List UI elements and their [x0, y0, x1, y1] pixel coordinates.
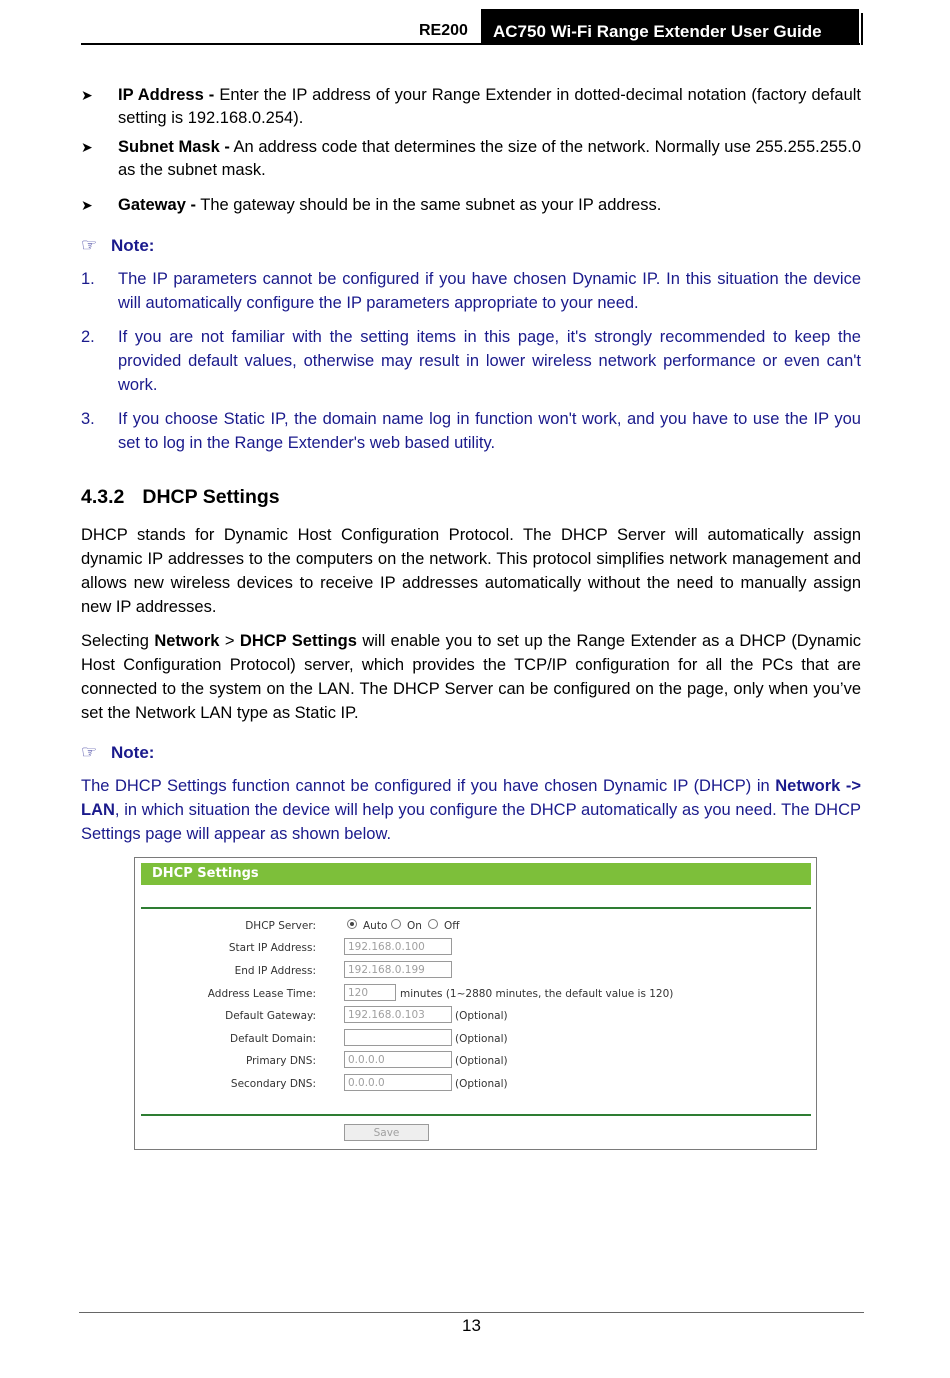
dhcp-selecting-paragraph: Selecting Network > DHCP Settings will enable you to set up the Range Extender as a DHCP (Dynamic Host Configuration Protocol) server, which provides the TCP/IP configuration for all the PCs that are connected to the system on the LAN. The DHCP Server can be configured on the page, only when you’ve set the Network LAN type as Static IP.: [81, 632, 861, 722]
secondary-dns-input[interactable]: 0.0.0.0: [344, 1074, 452, 1091]
radio-off-label: Off: [444, 920, 460, 932]
dhcp-server-row: [135, 916, 818, 936]
note-heading-2: ☞ Note:: [81, 742, 155, 762]
lease-time-hint: minutes (1~2880 minutes, the default value is 120): [400, 988, 674, 1000]
note-item-1: 1. The IP parameters cannot be configured if you have chosen Dynamic IP. In this situation the device will automatically configure the IP parameters appropriate to your need.: [81, 270, 861, 312]
lease-time-input[interactable]: 120: [344, 984, 396, 1001]
footer-rule: [79, 1312, 864, 1313]
bullet-text: Enter the IP address of your Range Extender in dotted-decimal notation (factory default setting is 192.168.0.254).: [118, 86, 861, 127]
gateway-hint: (Optional): [455, 1010, 508, 1022]
end-ip-label: End IP Address:: [234, 965, 316, 977]
note-item-3: 3. If you choose Static IP, the domain name log in function won't work, and you have to use the IP you set to log in the Range Extender's web based utility.: [81, 410, 861, 452]
section-heading: 4.3.2 DHCP Settings: [81, 486, 280, 508]
end-ip-input[interactable]: 192.168.0.199: [344, 961, 452, 978]
primary-dns-row: [135, 1051, 818, 1071]
arrow-bullet-icon: ➤: [81, 87, 93, 103]
bullet-term: Subnet Mask -: [118, 138, 230, 156]
note-heading: ☞ Note:: [81, 235, 155, 255]
start-ip-row: [135, 938, 818, 958]
gateway-input[interactable]: 192.168.0.103: [344, 1006, 452, 1023]
bullet-term: IP Address -: [118, 86, 215, 104]
primary-dns-hint: (Optional): [455, 1055, 508, 1067]
header-rule: [81, 43, 860, 45]
page-number: 13: [462, 1316, 481, 1335]
header-model: RE200: [419, 22, 468, 39]
domain-label: Default Domain:: [230, 1033, 316, 1045]
gateway-row: [135, 1006, 818, 1026]
radio-on[interactable]: [391, 919, 401, 929]
radio-auto[interactable]: [347, 919, 357, 929]
start-ip-input[interactable]: 192.168.0.100: [344, 938, 452, 955]
dhcp-settings-panel: [134, 857, 817, 1150]
pointing-hand-icon: ☞: [81, 742, 98, 762]
save-button[interactable]: Save: [344, 1124, 429, 1141]
secondary-dns-hint: (Optional): [455, 1078, 508, 1090]
start-ip-label: Start IP Address:: [228, 942, 316, 954]
primary-dns-input[interactable]: 0.0.0.0: [344, 1051, 452, 1068]
lease-time-label: Address Lease Time:: [207, 988, 316, 1000]
bullet-text: An address code that determines the size of the network. Normally use 255.255.255.0 as the subnet mask.: [118, 138, 861, 179]
panel-title: DHCP Settings: [141, 863, 811, 885]
primary-dns-label: Primary DNS:: [245, 1055, 316, 1067]
panel-divider-top: [141, 907, 811, 909]
arrow-bullet-icon: ➤: [81, 139, 93, 155]
dhcp-server-label: DHCP Server:: [245, 920, 316, 932]
dhcp-intro-paragraph: DHCP stands for Dynamic Host Configuration Protocol. The DHCP Server will automatically assign dynamic IP addresses to the computers on the network. This protocol simplifies network management and allows new wireless devices to receive IP addresses automatically without the need to manually assign new IP addresses.: [81, 526, 861, 616]
domain-input[interactable]: [344, 1029, 452, 1046]
radio-off[interactable]: [428, 919, 438, 929]
bullet-ip-address: [81, 84, 861, 130]
bullet-subnet-mask: [81, 136, 861, 182]
bullet-term: Gateway -: [118, 196, 196, 214]
pointing-hand-icon: ☞: [81, 235, 98, 255]
end-ip-row: [135, 961, 818, 981]
radio-auto-label: Auto: [363, 920, 388, 932]
domain-row: [135, 1029, 818, 1049]
domain-hint: (Optional): [455, 1033, 508, 1045]
header-title: AC750 Wi-Fi Range Extender User Guide: [481, 9, 859, 45]
secondary-dns-row: [135, 1074, 818, 1094]
arrow-bullet-icon: ➤: [81, 197, 93, 213]
note-item-2: 2. If you are not familiar with the setting items in this page, it's strongly recommended to keep the provided default values, otherwise may result in lower wireless network performance or even can't work.: [81, 328, 861, 394]
note-dhcp-text: The DHCP Settings function cannot be configured if you have chosen Dynamic IP (DHCP) in Network -> LAN, in which situation the device will help you configure the DHCP automatically as you need. The DHCP Settings page will appear as shown below.: [81, 777, 862, 843]
gateway-label: Default Gateway:: [225, 1010, 316, 1022]
bullet-gateway: [81, 194, 861, 217]
secondary-dns-label: Secondary DNS:: [230, 1078, 316, 1090]
bullet-text: The gateway should be in the same subnet as your IP address.: [195, 196, 662, 214]
radio-on-label: On: [407, 920, 422, 932]
panel-divider-bottom: [141, 1114, 811, 1116]
lease-time-row: [135, 984, 818, 1004]
